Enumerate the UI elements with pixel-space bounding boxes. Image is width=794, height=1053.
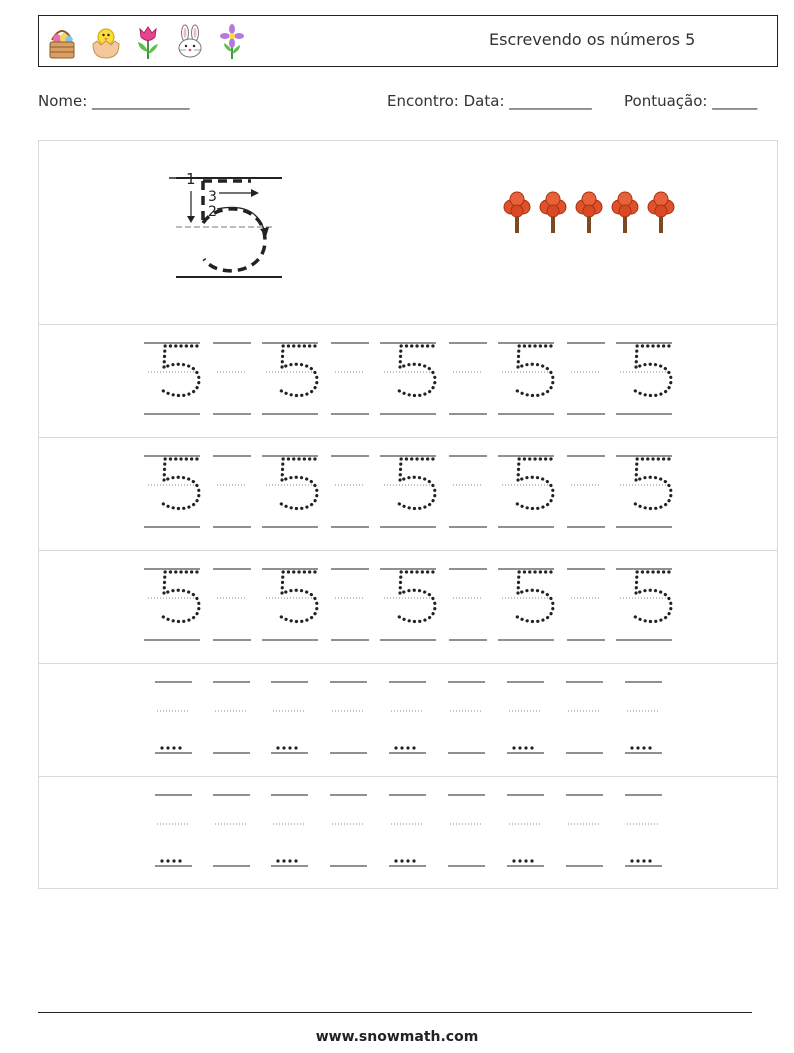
blank-row-svg	[39, 664, 777, 777]
blank-cell[interactable]	[331, 343, 369, 414]
blank-cell[interactable]	[330, 795, 367, 866]
example-row	[39, 141, 777, 325]
traced-cell	[380, 569, 436, 640]
traced-digit-5	[516, 459, 553, 509]
dot-start-cell[interactable]	[271, 682, 308, 753]
blank-cell[interactable]	[213, 456, 251, 527]
dot-start-cell[interactable]	[271, 795, 308, 866]
practice-grid	[38, 140, 778, 889]
blank-cell[interactable]	[213, 795, 250, 866]
stroke-number-1: 1	[186, 170, 196, 188]
blank-row-1	[39, 664, 777, 777]
traced-digit-5	[280, 572, 317, 622]
dot-start-cell[interactable]	[625, 682, 662, 753]
traced-digit-5	[634, 572, 671, 622]
traced-digit-5	[516, 346, 553, 396]
blank-cell[interactable]	[566, 682, 603, 753]
traced-digit-5	[280, 346, 317, 396]
blank-cell[interactable]	[448, 795, 485, 866]
blank-cell[interactable]	[566, 795, 603, 866]
traced-digit-5	[162, 346, 199, 396]
dot-start-cell[interactable]	[155, 682, 192, 753]
easter-basket-icon	[45, 24, 79, 60]
bunny-icon	[173, 24, 207, 60]
traced-digit-5	[634, 459, 671, 509]
blank-cell[interactable]	[448, 682, 485, 753]
dot-start-cell[interactable]	[389, 682, 426, 753]
traced-cell	[144, 456, 200, 527]
blank-row-svg	[39, 777, 777, 888]
traced-digit-5	[516, 572, 553, 622]
footer-rule	[38, 1012, 752, 1013]
traced-digit-5	[398, 572, 435, 622]
blank-cell[interactable]	[567, 569, 605, 640]
traced-row-1	[39, 325, 777, 438]
worksheet-title: Escrevendo os números 5	[489, 30, 696, 49]
traced-cell	[380, 343, 436, 414]
footer-url: www.snowmath.com	[315, 1029, 479, 1045]
blank-cell[interactable]	[567, 456, 605, 527]
student-info-row	[38, 92, 778, 114]
name-field-label: Nome: _____________	[38, 92, 190, 110]
traced-cell	[498, 343, 554, 414]
traced-cell	[616, 343, 672, 414]
dot-start-cell[interactable]	[389, 795, 426, 866]
traced-cell	[144, 569, 200, 640]
blank-row-2	[39, 777, 777, 888]
blank-cell[interactable]	[331, 456, 369, 527]
traced-cell	[144, 343, 200, 414]
dot-start-cell[interactable]	[155, 795, 192, 866]
blank-cell[interactable]	[449, 456, 487, 527]
traced-cell	[262, 456, 318, 527]
traced-digit-5	[162, 572, 199, 622]
blank-cell[interactable]	[331, 569, 369, 640]
traced-row-3	[39, 551, 777, 664]
traced-cell	[616, 569, 672, 640]
dot-start-cell[interactable]	[507, 795, 544, 866]
stroke-number-2: 2	[208, 204, 217, 220]
date-field-label: Encontro: Data: ___________	[387, 92, 592, 110]
traced-digit-5	[162, 459, 199, 509]
blank-cell[interactable]	[330, 682, 367, 753]
stroke-number-3: 3	[208, 189, 217, 205]
traced-row-svg	[39, 325, 777, 438]
dot-start-cell[interactable]	[507, 682, 544, 753]
flower-icon	[217, 24, 247, 60]
chick-in-egg-icon	[89, 24, 123, 60]
traced-cell	[262, 343, 318, 414]
traced-row-svg	[39, 551, 777, 664]
example-digit-guide	[39, 141, 777, 325]
header-box	[38, 15, 778, 67]
traced-digit-5	[634, 346, 671, 396]
traced-cell	[380, 456, 436, 527]
traced-row-svg	[39, 438, 777, 551]
traced-cell	[498, 569, 554, 640]
blank-cell[interactable]	[213, 682, 250, 753]
traced-cell	[262, 569, 318, 640]
traced-digit-5	[280, 459, 317, 509]
traced-cell	[498, 456, 554, 527]
traced-row-2	[39, 438, 777, 551]
traced-digit-5	[398, 459, 435, 509]
blank-cell[interactable]	[213, 569, 251, 640]
blank-cell[interactable]	[213, 343, 251, 414]
header-icons	[45, 20, 247, 64]
traced-digit-5	[398, 346, 435, 396]
tulip-icon	[133, 24, 163, 60]
score-field-label: Pontuação: ______	[624, 92, 758, 110]
blank-cell[interactable]	[449, 343, 487, 414]
dot-start-cell[interactable]	[625, 795, 662, 866]
traced-cell	[616, 456, 672, 527]
blank-cell[interactable]	[567, 343, 605, 414]
blank-cell[interactable]	[449, 569, 487, 640]
